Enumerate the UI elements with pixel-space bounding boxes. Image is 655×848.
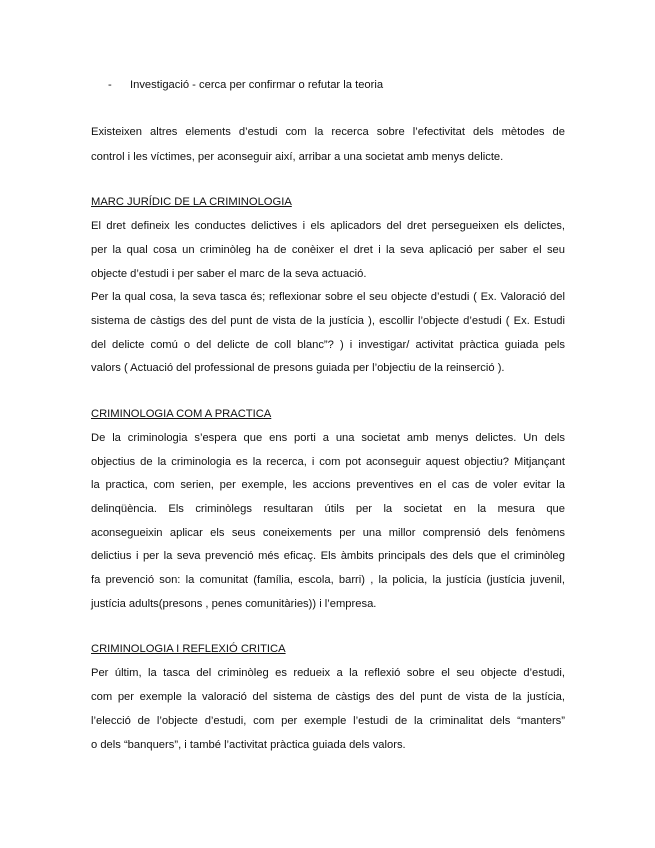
paragraph-line: valors ( Actuació del professional de presons guiada per l’objectiu de la reinserció ). [91,362,505,374]
paragraph-line: Per la qual cosa, la seva tasca és; reflexionar sobre el seu objecte d’estudi ( Ex. Valoració del [91,291,565,303]
bullet-marker: - [108,79,112,91]
paragraph-line: delinqüència. Els criminòlegs resultaran útils per la societat en la mesura que [91,503,565,515]
paragraph-line: sistema de càstigs des del punt de vista de la justícia ), escollir l’objecte d’estudi ( Ex. Estudi [91,315,565,327]
section-heading: CRIMINOLOGIA I REFLEXIÓ CRITICA [91,643,286,655]
paragraph-line: objecte d’estudi i per saber el marc de la seva actuació. [91,268,367,280]
paragraph-line: per la qual cosa un criminòleg ha de conèixer el dret i la seva aplicació per saber el seu [91,244,565,256]
paragraph-line: El dret defineix les conductes delictives i els aplicadors del dret persegueixen els delictes, [91,220,565,232]
paragraph-line: l’elecció de l’objecte d’estudi, com per exemple l’estudi de la criminalitat dels “manters” [91,715,565,727]
section-heading: MARC JURÍDIC DE LA CRIMINOLOGIA [91,196,292,208]
paragraph-line: Existeixen altres elements d’estudi com la recerca sobre l’efectivitat dels mètodes de [91,126,565,138]
paragraph-line: objectius de la criminologia es la recerca, i com pot aconseguir aquest objectiu? Mitjançant [91,456,565,468]
section-heading: CRIMINOLOGIA COM A PRACTICA [91,408,272,420]
paragraph-line: Per últim, la tasca del criminòleg es redueix a la reflexió sobre el seu objecte d’estudi, [91,667,565,679]
paragraph-line: justícia adults(presons , penes comunitàries)) i l’empresa. [91,598,377,610]
paragraph-line: com per exemple la valoració del sistema de càstigs des del punt de vista de la justícia, [91,691,565,703]
paragraph-line: aconsegueixin aplicar els seus coneixements per una millor comprensió dels fenòmens [91,527,565,539]
paragraph-line: la practica, com serien, per exemple, les accions preventives en el cas de voler evitar la [91,479,565,491]
bullet-item-investigacio: Investigació - cerca per confirmar o refutar la teoria [130,79,384,91]
paragraph-line: fa prevenció son: la comunitat (família, escola, barri) , la policia, la justícia (justícia juvenil, [91,574,565,586]
paragraph-line: control i les víctimes, per aconseguir així, arribar a una societat amb menys delicte. [91,151,504,163]
paragraph-line: delictius i per la seva prevenció més eficaç. Els àmbits principals des dels que el criminòleg [91,550,565,562]
paragraph-line: o dels “banquers”, i també l’activitat pràctica guiada dels valors. [91,739,406,751]
paragraph-line: De la criminologia s’espera que ens porti a una societat amb menys delictes. Un dels [91,432,565,444]
paragraph-line: del delicte comú o del delicte de coll blanc”? ) i investigar/ activitat pràctica guiada pels [91,339,565,351]
